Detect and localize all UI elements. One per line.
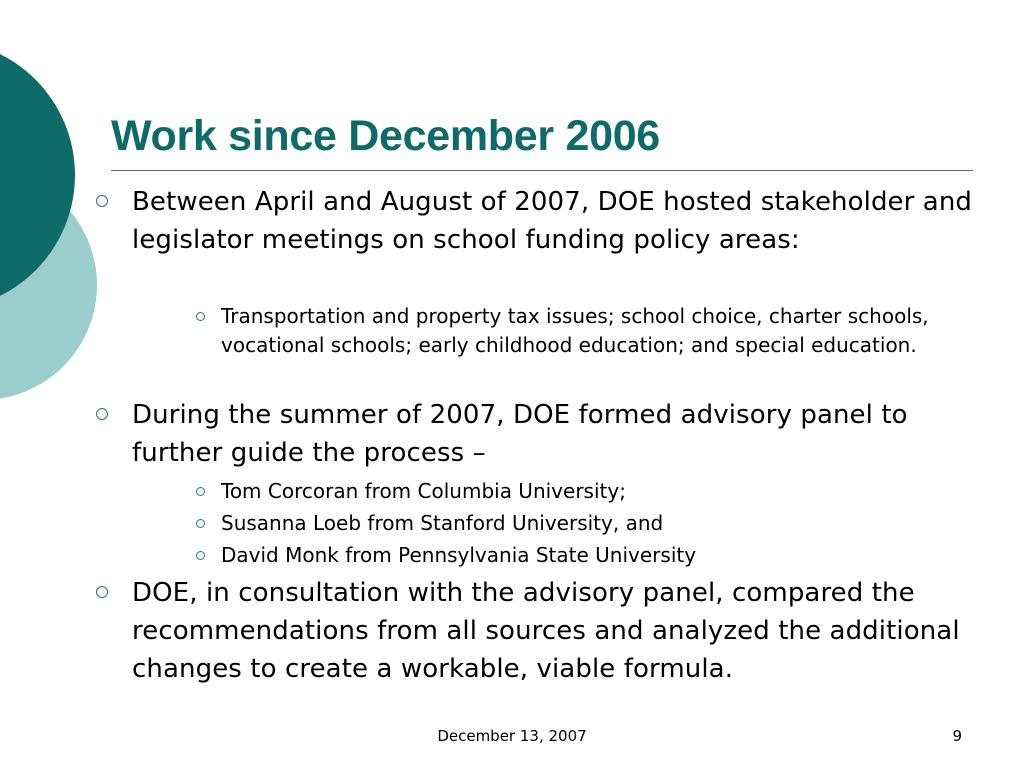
sub-bullet-text: Tom Corcoran from Columbia University; (221, 479, 626, 503)
hollow-circle-bullet-icon (96, 586, 108, 598)
bullet-text: DOE, in consultation with the advisory panel, compared the recommendations from all sources and analyzed the additional changes to create a workable, viable formula. (132, 578, 960, 684)
sub-bullet-text: David Monk from Pennsylvania State University (221, 543, 697, 567)
bullet-text: Between April and August of 2007, DOE hosted stakeholder and legislator meetings on school funding policy areas: (132, 187, 973, 255)
hollow-circle-bullet-icon (196, 551, 205, 560)
hollow-circle-bullet-icon (196, 519, 205, 528)
sub-bullet-text: Susanna Loeb from Stanford University, and (221, 511, 664, 535)
hollow-circle-bullet-icon (196, 487, 205, 496)
bullet-text: During the summer of 2007, DOE formed advisory panel to further guide the process – (132, 400, 908, 468)
footer-date: December 13, 2007 (437, 727, 587, 745)
hollow-circle-bullet-icon (96, 408, 108, 420)
sub-bullet-text: Transportation and property tax issues; school choice, charter schools, vocational schools; early childhood education; and special education. (221, 304, 929, 357)
slide-number: 9 (952, 727, 962, 745)
hollow-circle-bullet-icon (96, 195, 108, 207)
slide-title: Work since December 2006 (111, 112, 660, 160)
hollow-circle-bullet-icon (196, 312, 205, 321)
